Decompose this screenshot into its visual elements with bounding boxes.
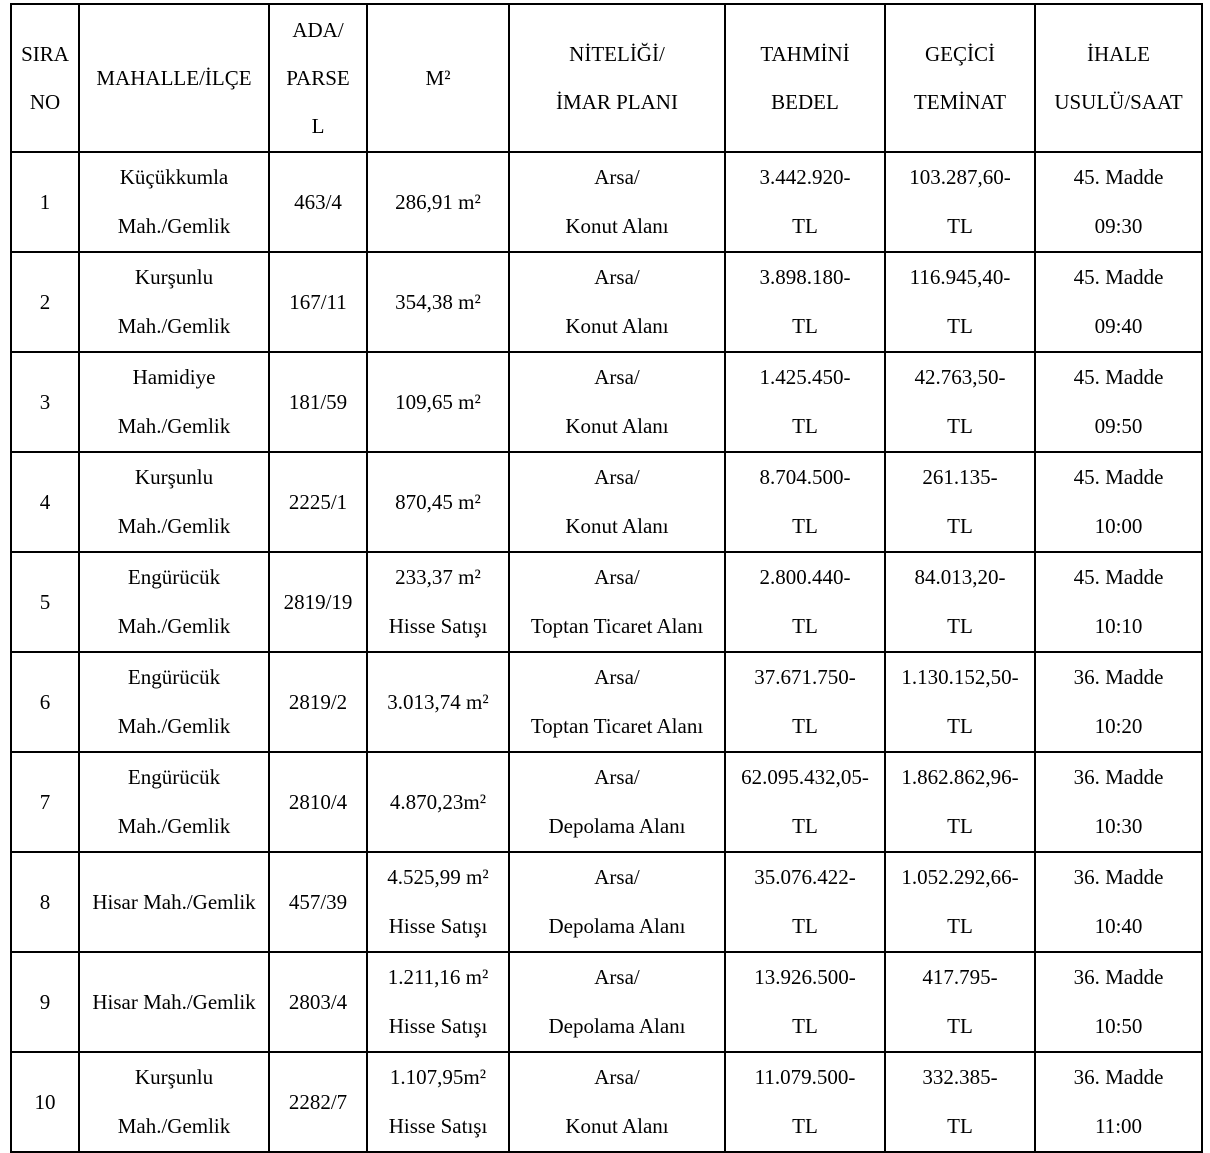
cell-text-line: Engürücük xyxy=(127,665,221,689)
tahmini-bedel-cell xyxy=(725,252,885,352)
nitelik-cell xyxy=(509,952,725,1052)
ada-parsel-cell xyxy=(269,852,367,952)
cell-text-line: 2282/7 xyxy=(288,1089,348,1114)
cell-text-line: Hamidiye xyxy=(132,365,216,389)
header-sira-no: SIRA NO xyxy=(11,4,79,152)
area-cell xyxy=(367,452,509,552)
cell-text-line: Konut Alanı xyxy=(565,514,669,538)
cell-text-line: 261.135- xyxy=(922,465,998,489)
mahalle-cell xyxy=(79,652,269,752)
cell-text-line: 6 xyxy=(39,689,51,714)
cell-text-line: 2.800.440- xyxy=(759,565,851,589)
cell-text-line: 417.795- xyxy=(922,965,998,989)
mahalle-cell xyxy=(79,352,269,452)
cell-text-line: Depolama Alanı xyxy=(548,914,686,938)
cell-text-line: Arsa/ xyxy=(594,765,640,789)
cell-text-line: 10:00 xyxy=(1094,514,1143,538)
cell-text-line: Mah./Gemlik xyxy=(117,714,231,738)
cell-text-line: 2819/2 xyxy=(288,689,348,714)
cell-text-line: Mah./Gemlik xyxy=(117,414,231,438)
cell-text-line: TL xyxy=(947,314,973,338)
cell-text-line: Arsa/ xyxy=(594,565,640,589)
sira-no-cell xyxy=(11,852,79,952)
cell-text-line: 4 xyxy=(39,489,51,514)
table-row xyxy=(11,752,1202,852)
table-row xyxy=(11,352,1202,452)
cell-text-line: 36. Madde xyxy=(1073,865,1164,889)
ada-parsel-cell xyxy=(269,952,367,1052)
mahalle-cell xyxy=(79,252,269,352)
cell-text-line: 2803/4 xyxy=(288,989,348,1014)
cell-text-line: 45. Madde xyxy=(1073,465,1164,489)
cell-text-line: 233,37 m² xyxy=(395,565,481,589)
cell-text-line: Mah./Gemlik xyxy=(117,814,231,838)
cell-text-line: Mah./Gemlik xyxy=(117,1114,231,1138)
ihale-usulu-cell xyxy=(1035,1052,1202,1152)
cell-text-line: TL xyxy=(947,914,973,938)
cell-text-line: 35.076.422- xyxy=(754,865,856,889)
cell-text-line: 09:30 xyxy=(1094,214,1143,238)
ada-parsel-cell xyxy=(269,452,367,552)
cell-text-line: 36. Madde xyxy=(1073,1065,1164,1089)
cell-text-line: Arsa/ xyxy=(594,665,640,689)
sira-no-cell xyxy=(11,552,79,652)
tahmini-bedel-cell xyxy=(725,452,885,552)
mahalle-cell xyxy=(79,152,269,252)
cell-text-line: 45. Madde xyxy=(1073,265,1164,289)
cell-text-line: 4.525,99 m² xyxy=(387,865,489,889)
ada-parsel-cell xyxy=(269,652,367,752)
cell-text-line: 1 xyxy=(39,189,51,214)
cell-text-line: 116.945,40- xyxy=(909,265,1011,289)
area-cell xyxy=(367,1052,509,1152)
table-row xyxy=(11,852,1202,952)
nitelik-cell xyxy=(509,852,725,952)
table-row xyxy=(11,252,1202,352)
area-cell xyxy=(367,752,509,852)
gecici-teminat-cell xyxy=(885,1052,1035,1152)
ihale-usulu-cell xyxy=(1035,152,1202,252)
cell-text-line: 13.926.500- xyxy=(754,965,856,989)
cell-text-line: TL xyxy=(947,1114,973,1138)
area-cell xyxy=(367,152,509,252)
header-niteligi: NİTELİĞİ/ İMAR PLANI xyxy=(509,4,725,152)
ihale-usulu-cell xyxy=(1035,852,1202,952)
cell-text-line: TL xyxy=(792,414,818,438)
ihale-usulu-cell xyxy=(1035,252,1202,352)
cell-text-line: TL xyxy=(792,214,818,238)
tahmini-bedel-cell xyxy=(725,952,885,1052)
tahmini-bedel-cell xyxy=(725,1052,885,1152)
table-row xyxy=(11,952,1202,1052)
tahmini-bedel-cell xyxy=(725,552,885,652)
cell-text-line: 181/59 xyxy=(288,389,348,414)
mahalle-cell xyxy=(79,752,269,852)
nitelik-cell xyxy=(509,752,725,852)
area-cell xyxy=(367,352,509,452)
cell-text-line: TL xyxy=(947,514,973,538)
cell-text-line: 8 xyxy=(39,889,51,914)
ada-parsel-cell xyxy=(269,552,367,652)
cell-text-line: 457/39 xyxy=(288,889,348,914)
cell-text-line: 84.013,20- xyxy=(914,565,1006,589)
cell-text-line: TL xyxy=(947,614,973,638)
gecici-teminat-cell xyxy=(885,552,1035,652)
cell-text-line: 5 xyxy=(39,589,51,614)
ada-parsel-cell xyxy=(269,152,367,252)
cell-text-line: Arsa/ xyxy=(594,1065,640,1089)
area-cell xyxy=(367,852,509,952)
header-m2: M² xyxy=(367,4,509,152)
ihale-usulu-cell xyxy=(1035,652,1202,752)
area-cell xyxy=(367,652,509,752)
cell-text-line: 09:40 xyxy=(1094,314,1143,338)
cell-text-line: TL xyxy=(792,714,818,738)
cell-text-line: 36. Madde xyxy=(1073,665,1164,689)
mahalle-cell xyxy=(79,852,269,952)
cell-text-line: 45. Madde xyxy=(1073,165,1164,189)
cell-text-line: TL xyxy=(792,514,818,538)
gecici-teminat-cell xyxy=(885,752,1035,852)
cell-text-line: 3.013,74 m² xyxy=(387,689,489,714)
cell-text-line: Hisar Mah./Gemlik xyxy=(92,889,256,914)
cell-text-line: Kurşunlu xyxy=(134,1065,214,1089)
cell-text-line: Arsa/ xyxy=(594,265,640,289)
cell-text-line: 286,91 m² xyxy=(395,189,481,214)
cell-text-line: Hisse Satışı xyxy=(388,1114,488,1138)
cell-text-line: Toptan Ticaret Alanı xyxy=(530,714,704,738)
cell-text-line: 2225/1 xyxy=(288,489,348,514)
cell-text-line: 332.385- xyxy=(922,1065,998,1089)
ada-parsel-cell xyxy=(269,252,367,352)
table-body xyxy=(11,152,1202,1152)
cell-text-line: 10:50 xyxy=(1094,1014,1143,1038)
table-row xyxy=(11,152,1202,252)
cell-text-line: 7 xyxy=(39,789,51,814)
cell-text-line: 36. Madde xyxy=(1073,765,1164,789)
cell-text-line: 37.671.750- xyxy=(754,665,856,689)
cell-text-line: Depolama Alanı xyxy=(548,1014,686,1038)
ada-parsel-cell xyxy=(269,1052,367,1152)
header-mahalle-ilce: MAHALLE/İLÇE xyxy=(79,4,269,152)
cell-text-line: 2810/4 xyxy=(288,789,348,814)
cell-text-line: 1.130.152,50- xyxy=(901,665,1019,689)
sira-no-cell xyxy=(11,352,79,452)
tahmini-bedel-cell xyxy=(725,652,885,752)
nitelik-cell xyxy=(509,552,725,652)
cell-text-line: TL xyxy=(947,714,973,738)
cell-text-line: Arsa/ xyxy=(594,165,640,189)
area-cell xyxy=(367,552,509,652)
sira-no-cell xyxy=(11,652,79,752)
cell-text-line: Kurşunlu xyxy=(134,265,214,289)
header-ada-parsel: ADA/ PARSE L xyxy=(269,4,367,152)
tahmini-bedel-cell xyxy=(725,352,885,452)
sira-no-cell xyxy=(11,452,79,552)
cell-text-line: 354,38 m² xyxy=(395,289,481,314)
mahalle-cell xyxy=(79,452,269,552)
nitelik-cell xyxy=(509,652,725,752)
cell-text-line: TL xyxy=(947,214,973,238)
cell-text-line: Toptan Ticaret Alanı xyxy=(530,614,704,638)
cell-text-line: TL xyxy=(792,1014,818,1038)
cell-text-line: Hisse Satışı xyxy=(388,914,488,938)
cell-text-line: 09:50 xyxy=(1094,414,1143,438)
cell-text-line: 4.870,23m² xyxy=(389,789,487,814)
tahmini-bedel-cell xyxy=(725,852,885,952)
cell-text-line: 9 xyxy=(39,989,51,1014)
cell-text-line: Arsa/ xyxy=(594,965,640,989)
cell-text-line: Küçükkumla xyxy=(119,165,229,189)
sira-no-cell xyxy=(11,1052,79,1152)
cell-text-line: TL xyxy=(792,914,818,938)
cell-text-line: Engürücük xyxy=(127,765,221,789)
cell-text-line: 1.211,16 m² xyxy=(387,965,489,989)
table-row xyxy=(11,1052,1202,1152)
cell-text-line: 11.079.500- xyxy=(754,1065,856,1089)
cell-text-line: Arsa/ xyxy=(594,865,640,889)
table-row xyxy=(11,652,1202,752)
gecici-teminat-cell xyxy=(885,352,1035,452)
cell-text-line: 3.898.180- xyxy=(759,265,851,289)
table-row xyxy=(11,452,1202,552)
mahalle-cell xyxy=(79,952,269,1052)
cell-text-line: Hisse Satışı xyxy=(388,1014,488,1038)
sira-no-cell xyxy=(11,952,79,1052)
cell-text-line: Konut Alanı xyxy=(565,214,669,238)
gecici-teminat-cell xyxy=(885,452,1035,552)
gecici-teminat-cell xyxy=(885,152,1035,252)
cell-text-line: 10:10 xyxy=(1094,614,1143,638)
cell-text-line: 463/4 xyxy=(294,189,342,214)
cell-text-line: Engürücük xyxy=(127,565,221,589)
cell-text-line: Depolama Alanı xyxy=(548,814,686,838)
cell-text-line: 3 xyxy=(39,389,51,414)
tahmini-bedel-cell xyxy=(725,152,885,252)
cell-text-line: 8.704.500- xyxy=(759,465,851,489)
ada-parsel-cell xyxy=(269,352,367,452)
cell-text-line: Mah./Gemlik xyxy=(117,214,231,238)
sira-no-cell xyxy=(11,752,79,852)
header-tahmini-bedel: TAHMİNİ BEDEL xyxy=(725,4,885,152)
cell-text-line: 10:20 xyxy=(1094,714,1143,738)
ihale-usulu-cell xyxy=(1035,452,1202,552)
ihale-usulu-cell xyxy=(1035,352,1202,452)
cell-text-line: TL xyxy=(792,814,818,838)
cell-text-line: 1.862.862,96- xyxy=(901,765,1019,789)
cell-text-line: 42.763,50- xyxy=(914,365,1006,389)
auction-table xyxy=(10,3,1203,1153)
cell-text-line: Konut Alanı xyxy=(565,314,669,338)
sira-no-cell xyxy=(11,152,79,252)
cell-text-line: 870,45 m² xyxy=(395,489,481,514)
header-row xyxy=(11,4,1202,152)
cell-text-line: Kurşunlu xyxy=(134,465,214,489)
cell-text-line: 10:30 xyxy=(1094,814,1143,838)
gecici-teminat-cell xyxy=(885,652,1035,752)
sira-no-cell xyxy=(11,252,79,352)
cell-text-line: 45. Madde xyxy=(1073,365,1164,389)
mahalle-cell xyxy=(79,552,269,652)
table-row xyxy=(11,552,1202,652)
cell-text-line: 2 xyxy=(39,289,51,314)
header-gecici-teminat: GEÇİCİ TEMİNAT xyxy=(885,4,1035,152)
header-ihale-usulu: İHALE USULÜ/SAAT xyxy=(1035,4,1202,152)
cell-text-line: 10 xyxy=(34,1089,56,1114)
tahmini-bedel-cell xyxy=(725,752,885,852)
cell-text-line: Hisse Satışı xyxy=(388,614,488,638)
cell-text-line: Mah./Gemlik xyxy=(117,314,231,338)
cell-text-line: Konut Alanı xyxy=(565,1114,669,1138)
cell-text-line: 36. Madde xyxy=(1073,965,1164,989)
gecici-teminat-cell xyxy=(885,852,1035,952)
cell-text-line: 3.442.920- xyxy=(759,165,851,189)
cell-text-line: TL xyxy=(947,414,973,438)
cell-text-line: 45. Madde xyxy=(1073,565,1164,589)
cell-text-line: 62.095.432,05- xyxy=(741,765,869,789)
gecici-teminat-cell xyxy=(885,252,1035,352)
nitelik-cell xyxy=(509,452,725,552)
cell-text-line: TL xyxy=(792,614,818,638)
cell-text-line: 103.287,60- xyxy=(909,165,1011,189)
cell-text-line: 167/11 xyxy=(289,289,347,314)
cell-text-line: Hisar Mah./Gemlik xyxy=(92,989,256,1014)
cell-text-line: 1.052.292,66- xyxy=(901,865,1019,889)
area-cell xyxy=(367,252,509,352)
nitelik-cell xyxy=(509,152,725,252)
cell-text-line: 1.425.450- xyxy=(759,365,851,389)
cell-text-line: 10:40 xyxy=(1094,914,1143,938)
nitelik-cell xyxy=(509,352,725,452)
cell-text-line: 11:00 xyxy=(1094,1114,1143,1138)
cell-text-line: 1.107,95m² xyxy=(389,1065,487,1089)
cell-text-line: TL xyxy=(947,1014,973,1038)
mahalle-cell xyxy=(79,1052,269,1152)
ihale-usulu-cell xyxy=(1035,952,1202,1052)
cell-text-line: Mah./Gemlik xyxy=(117,614,231,638)
gecici-teminat-cell xyxy=(885,952,1035,1052)
ihale-usulu-cell xyxy=(1035,552,1202,652)
cell-text-line: TL xyxy=(792,314,818,338)
cell-text-line: TL xyxy=(792,1114,818,1138)
ihale-usulu-cell xyxy=(1035,752,1202,852)
cell-text-line: Arsa/ xyxy=(594,365,640,389)
cell-text-line: TL xyxy=(947,814,973,838)
cell-text-line: Mah./Gemlik xyxy=(117,514,231,538)
nitelik-cell xyxy=(509,252,725,352)
area-cell xyxy=(367,952,509,1052)
cell-text-line: Konut Alanı xyxy=(565,414,669,438)
cell-text-line: 109,65 m² xyxy=(395,389,481,414)
nitelik-cell xyxy=(509,1052,725,1152)
cell-text-line: Arsa/ xyxy=(594,465,640,489)
ada-parsel-cell xyxy=(269,752,367,852)
cell-text-line: 2819/19 xyxy=(283,589,353,614)
